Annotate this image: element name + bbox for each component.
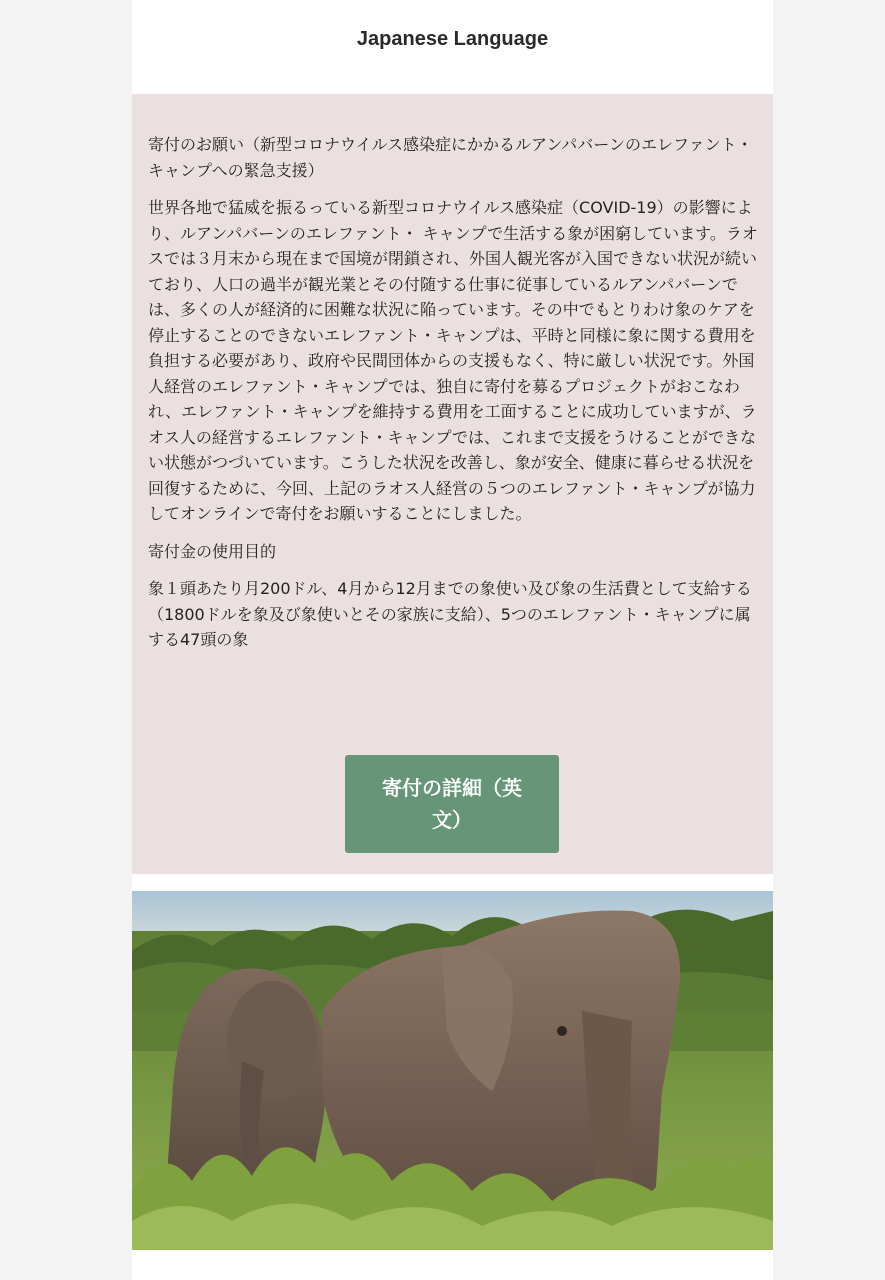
donation-purpose-heading: 寄付金の使用目的 bbox=[148, 541, 277, 561]
page-container bbox=[132, 0, 773, 1280]
donation-details-button[interactable]: 寄付の詳細（英文） bbox=[345, 755, 559, 853]
page-title: Japanese Language bbox=[356, 28, 549, 50]
donation-request-heading: 寄付のお願い（新型コロナウイルス感染症にかかるルアンパバーンのエレファント・キャンプへの緊急支援） bbox=[148, 135, 753, 180]
donation-description: 世界各地で猛威を振るっている新型コロナウイルス感染症（COVID-19）の影響により、ルアンパバーンのエレファント・ キャンプで生活する象が困窮しています。ラオスでは３月末から現在まで国境が閉鎖され、外国人観光客が入国できない状況が続いており、人口の過半が観光業とその付随する仕事に従事しているルアンパバーンでは、多くの人が経済的に困難な状況に陥っています。その中でもとりわけ象のケアを停止することのできないエレファント・キャンプは、平時と同様に象に関する費用を負担する必要があり、政府や民間団体からの支援もなく、特に厳しい状況です。外国人経営のエレファント・キャンプでは、独自に寄付を募るプロジェクトがおこなわれ、エレファント・キャンプを維持する費用を工面することに成功していますが、ラオス人の経営するエレファント・キャンプでは、これまで支援をうけることができない状態がつづいています。こうした状況を改善し、象が安全、健康に暮らせる状況を回復するために、今回、上記のラオス人経営の５つのエレファント・キャンプが協力してオンラインで寄付をお願いすることにしました。 bbox=[148, 198, 758, 523]
elephants-photo bbox=[132, 891, 773, 1250]
donation-panel bbox=[132, 94, 773, 874]
elephants-illustration bbox=[132, 891, 773, 1250]
page-header bbox=[132, 0, 773, 94]
donation-purpose-text: 象１頭あたり月200ドル、4月から12月までの象使い及び象の生活費として支給する（1800ドルを象及び象使いとその家族に支給）、5つのエレファント・キャンプに属する47頭の象 bbox=[148, 579, 752, 649]
